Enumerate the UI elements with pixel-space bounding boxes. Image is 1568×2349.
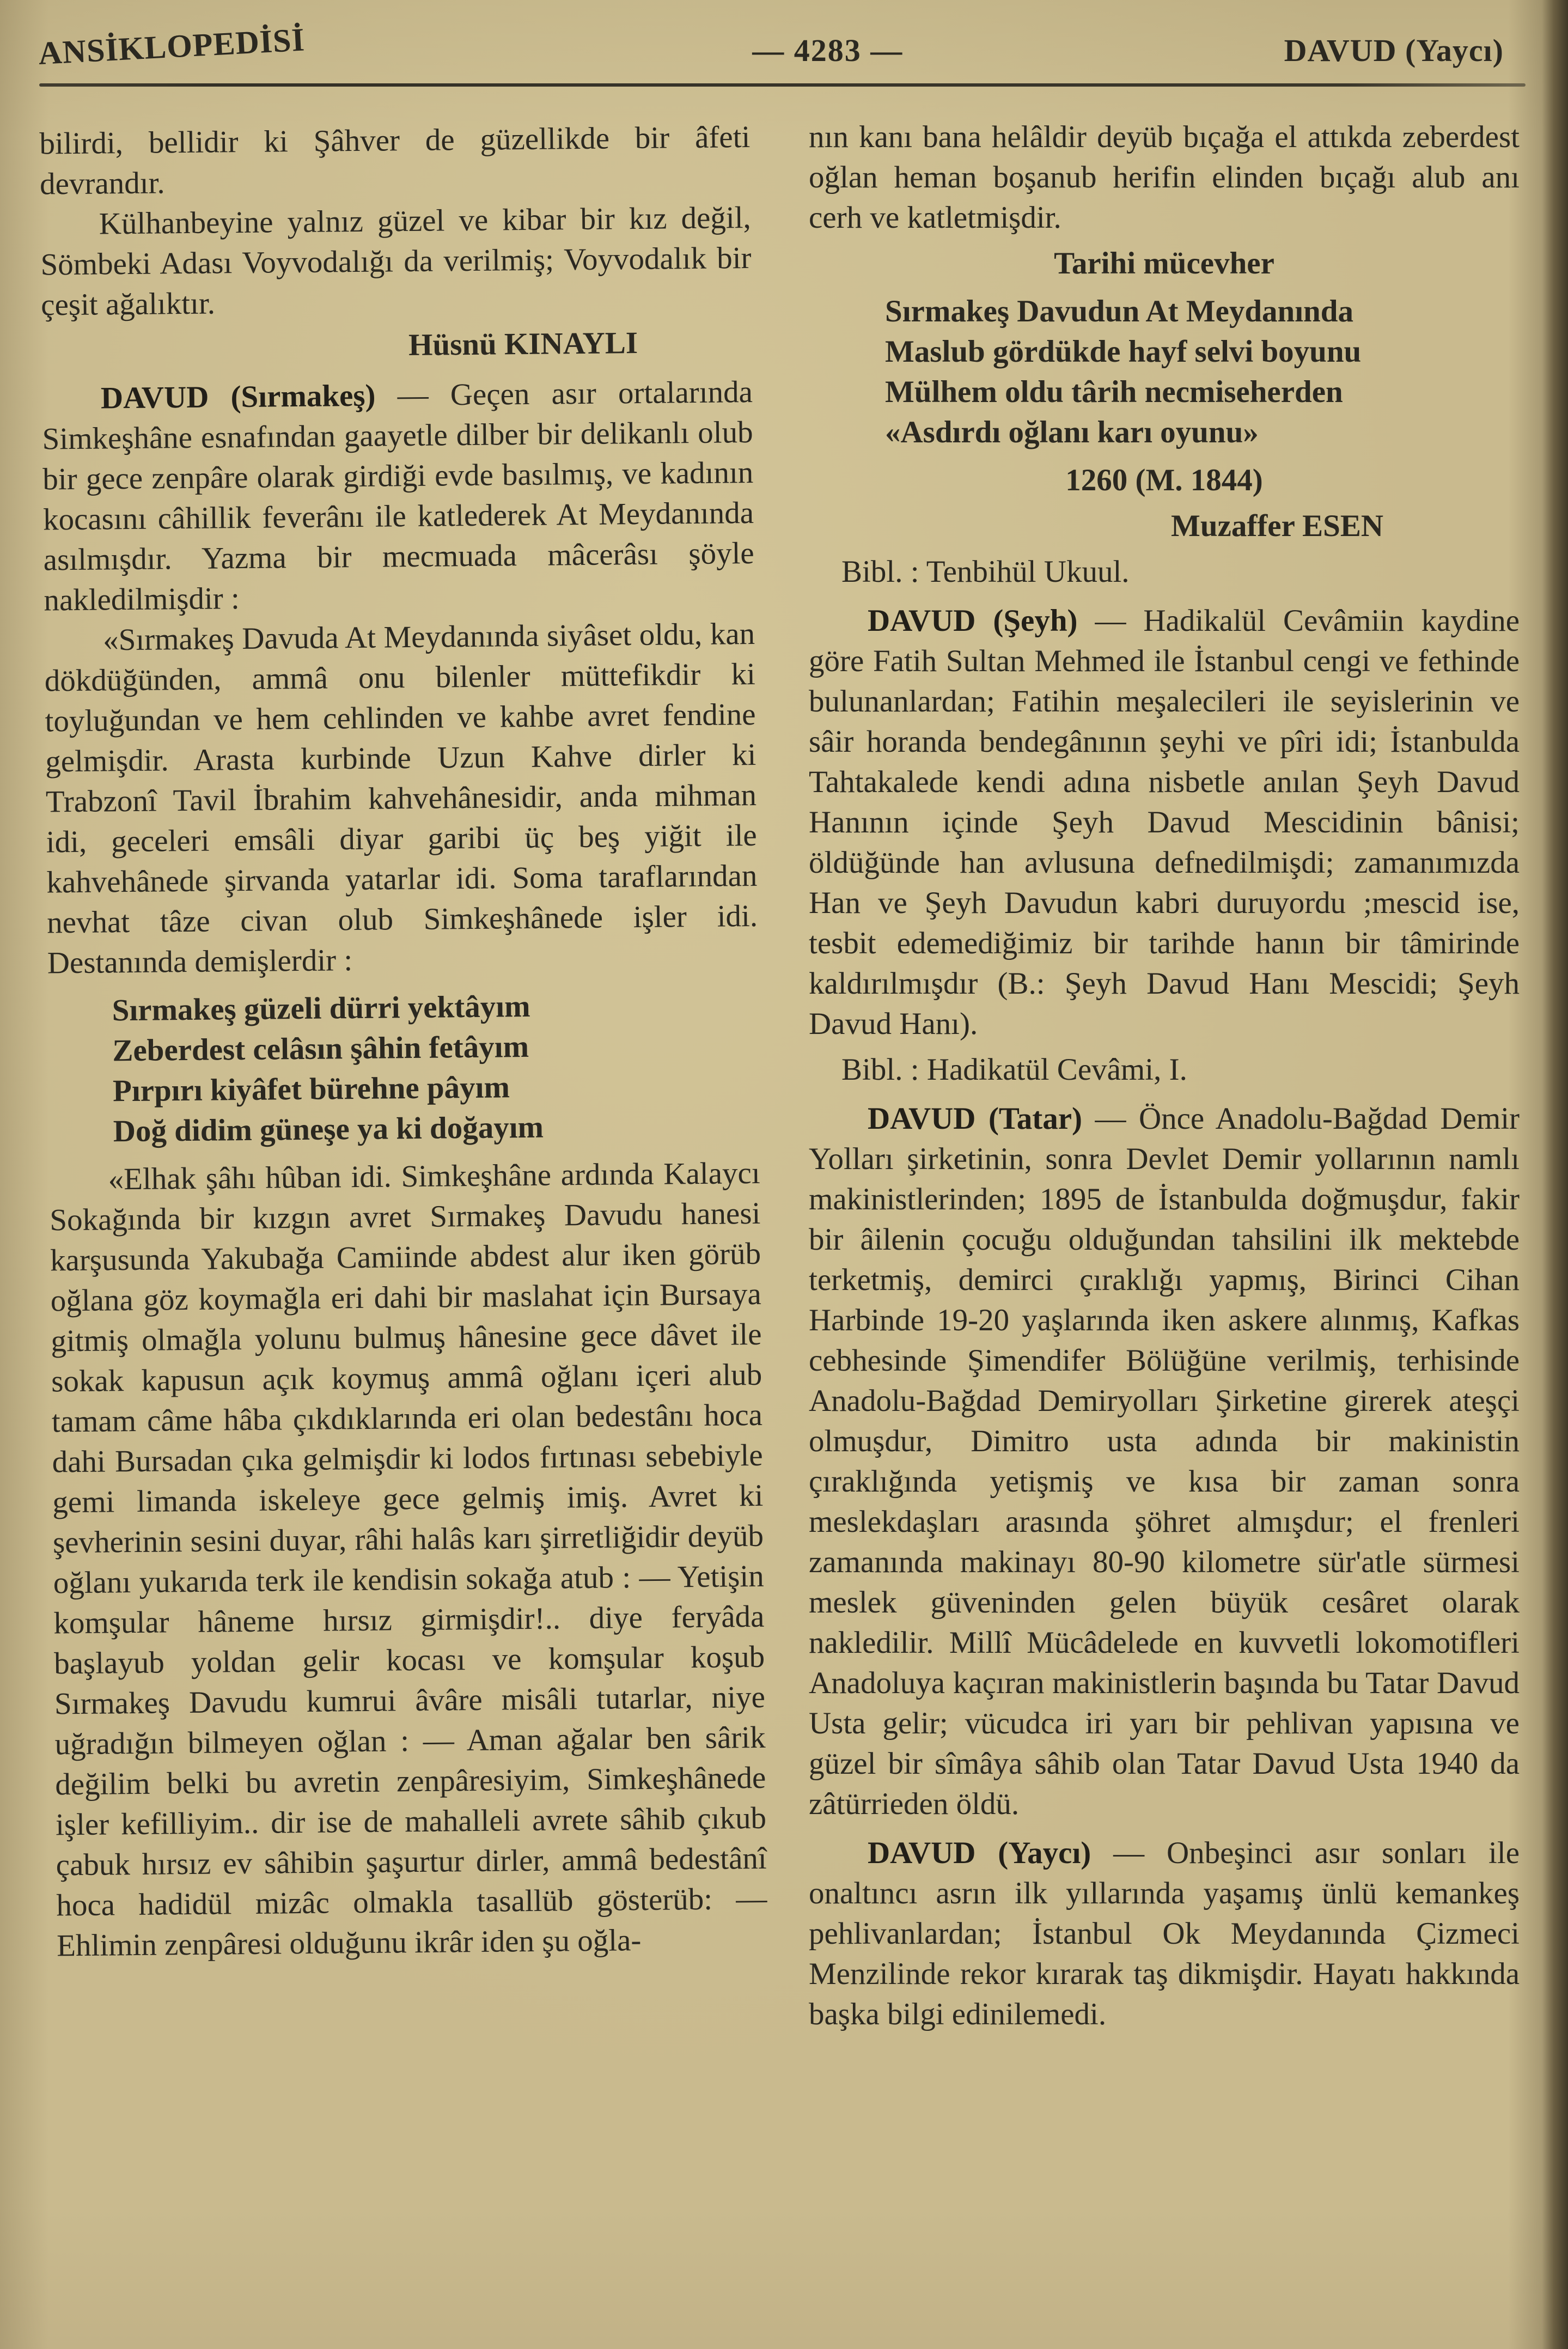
entry-text: Onbeşinci asır sonları ile onaltıncı asrın ilk yıllarında yaşamış ünlü kemankeş pehlivanlardan; İstanbul Ok Meydanında Çizmeci Menzilinde rekor kırarak taş dikmişdir. Hayatı hakkında başka bilgi edinilemedi. xyxy=(809,1836,1520,2031)
entry-dash: — xyxy=(1082,1102,1139,1136)
verse-line: Zeberdest celâsın şâhin fetâyım xyxy=(112,1029,529,1068)
bibliography-note: Bibl. : Hadikatül Cevâmi, I. xyxy=(841,1052,1187,1087)
entry-davud-yayci xyxy=(809,1833,1520,2035)
verse-line: Doğ didim güneşe ya ki doğayım xyxy=(113,1110,544,1149)
paragraph-kulhanbeyine: Külhanbeyine yalnız güzel ve kibar bir kız değil, Sömbeki Adası Voyvodalığı da verilmiş; Voyvodalık bir çeşit ağalıktır. xyxy=(40,200,752,322)
header-rule xyxy=(39,83,1526,87)
page-header xyxy=(39,22,1526,69)
running-title-right: DAVUD (Yaycı) xyxy=(1284,33,1504,68)
verse-title-tarihi-mucevher: Tarihi mücevher xyxy=(1054,246,1274,281)
left-column xyxy=(39,117,768,2041)
entry-text: Hadikalül Cevâmiin kaydine göre Fatih Sultan Mehmed ile İstanbul cengi ve fethinde bulunanlardan; Fatihin meşalecileri ile seyislerinin ve sâir horanda bendegânının şeyhi ve pîri idi; İstanbulda Tahtakalede kendi adına nisbetle anılan Şeyh Davud Hanının içinde Şeyh Davud Mescidinin bânisi; öldüğünde han avlusuna defnedilmişdi; zamanımızda Han ve Şeyh Davudun kabri duruyordu ;mescid ise, tesbit edemediğimiz bir tarihde hanın bir tâmirinde kaldırılmışdır (B.: Şeyh Davud Hanı Mescidi; Şeyh Davud Hanı). xyxy=(809,604,1520,1041)
verse-date: 1260 (M. 1844) xyxy=(1065,463,1263,497)
entry-davud-sirmakes xyxy=(42,372,755,621)
paragraph-continuation: nın kanı bana helâldir deyüb bıçağa el attıkda zeberdest oğlan heman boşanub herifin elinden bıçağı alub anı cerh ve katletmişdir. xyxy=(809,120,1520,235)
verse-block-destan xyxy=(47,984,760,1153)
verse-line: «Asdırdı oğlanı karı oyunu» xyxy=(885,415,1259,449)
running-title-left: ANSİKLOPEDİSİ xyxy=(37,21,306,71)
entry-dash: — xyxy=(375,378,451,413)
text-columns xyxy=(39,117,1526,2035)
author-signature-esen: Muzaffer ESEN xyxy=(1171,509,1383,543)
verse-line: Maslub gördükde hayf selvi boyunu xyxy=(885,334,1362,369)
paragraph-sirmakes-quote: «Sırmakeş Davuda At Meydanında siyâset oldu, kan dökdüğünden, ammâ onu bilenler müttefikdir ki toyluğundan ve hem cehlinden ve kahbe avret fendine gelmişdir. Arasta kurbinde Uzun Kahve dirler ki Trabzonî Tavil İbrahim kahvehânesidir, anda mihman idi, geceleri emsâli diyar garibi üç beş yiğit ile kahvehânede şirvanda yatarlar idi. Soma taraflarından nevhat tâze civan olub Simkeşhânede işler idi. Destanında demişlerdir : xyxy=(44,616,758,981)
entry-dash: — xyxy=(1077,604,1144,638)
entry-text: Geçen asır ortalarında Simkeşhâne esnafından gaayetle dilber bir delikanlı olub bir gece zenpâre olarak girdiği evde basılmış, ve kadının kocasını câhillik feverânı ile katlederek At Meydanında asılmışdır. Yazma bir mecmuada mâcerâsı şöyle nakledilmişdir : xyxy=(42,374,754,618)
bibliography-note: Bibl. : Tenbihül Ukuul. xyxy=(841,555,1130,589)
entry-text: Önce Anadolu-Bağdad Demir Yolları şirketinin, sonra Devlet Demir yollarının namlı makinistlerinden; 1895 de İstanbulda doğmuşdur, fakir bir âilenin çocuğu olduğundan tahsilini ilk mektebde terketmiş, demirci çıraklığı yapmış, Birinci Cihan Harbinde 19-20 yaşlarında iken askere alınmış, Kafkas cebhesinde Şimendifer Bölüğüne verilmiş, terhisinde Anadolu-Bağdad Demiryolları Şirketine girerek ateşçi olmuşdur, Dimitro usta adında bir makinistin çıraklığında yetişmiş ve kısa bir zaman sonra meslekdaşları arasında şöhret almışdur; el frenleri zamanında makinayı 80-90 kilometre sür'atle sürmesi meslek güveninden gelen büyük cesâret olarak nakledilir. Millî Mücâdelede en kuvvetli lokomotifleri Anadoluya kaçıran makinistlerin başında bu Tatar Davud Usta gelir; vücudca iri yarı bir pehlivan yapısına ve güzel bir sîmâya sâhib olan Tatar Davud Usta 1940 da zâtürrieden öldü. xyxy=(809,1102,1520,1821)
author-signature-kinayli: Hüsnü KINAYLI xyxy=(408,325,638,363)
paragraph-elhak: «Elhak şâhı hûban idi. Simkeşhâne ardında Kalaycı Sokağında bir kızgın avret Sırmakeş Davudu hanesi karşusunda Yakubağa Camiinde abdest alur iken görüb oğlana göz koymağla eri dahi bir maslahat için Bursaya gitmiş olmağla yolunu bulmuş hânesine gece dâvet ile sokak kapusun açık koymuş ammâ oğlanı içeri alub tamam câme hâba çıkdıklarında eri olan bedestânı hoca dahi Bursadan çıka gelmişdir ki lodos fırtınası sebebiyle gemi limanda iskeleye gece gelmiş imiş. Avret ki şevherinin sesini duyar, râhi halâs karı şirretliğidir deyüb oğlanı yukarıda terk ile kendisin sokağa atub : — Yetişin komşular hâneme hırsız girmişdir!.. diye feryâda başlayub yoldan gelir kocası ve komşular koşub Sırmakeş Davudu kumrui âvâre misâli tutarlar, niye uğradığın bilmeyen oğlan : — Aman ağalar ben sârik değilim belki bu avretin zenpâresiyim, Simkeşhânede işler kefilliyim.. dir ise de mahalleli avrete sâhib çıkub çabuk hırsız ev sâhibin şaşurtur dirler, ammâ bedestânî hoca hadidül mizâc olmakla tasallüb gösterüb: — Ehlimin zenpâresi olduğunu ikrâr iden şu oğla- xyxy=(50,1155,767,1963)
entry-davud-tatar xyxy=(809,1099,1520,1824)
entry-headword: DAVUD (Şeyh) xyxy=(868,604,1078,638)
verse-line: Pırpırı kiyâfet bürehne pâyım xyxy=(112,1070,510,1109)
entry-headword: DAVUD (Sırmakeş) xyxy=(100,378,376,416)
entry-headword: DAVUD (Yaycı) xyxy=(868,1836,1091,1870)
entry-dash: — xyxy=(1091,1836,1167,1870)
entry-davud-seyh xyxy=(809,601,1520,1044)
verse-line: Sırmakeş güzeli dürri yektâyım xyxy=(112,989,530,1028)
right-column xyxy=(809,117,1520,2035)
entry-headword: DAVUD (Tatar) xyxy=(868,1102,1082,1136)
verse-block-tarih xyxy=(809,291,1520,453)
paragraph-continuation: bilirdi, bellidir ki Şâhver de güzellikde bir âfeti devrandır. xyxy=(39,119,751,202)
verse-line: Sırmakeş Davudun At Meydanında xyxy=(885,294,1353,328)
verse-line: Mülhem oldu târih necmiseherden xyxy=(885,375,1343,409)
page-number: — 4283 — xyxy=(752,33,904,68)
